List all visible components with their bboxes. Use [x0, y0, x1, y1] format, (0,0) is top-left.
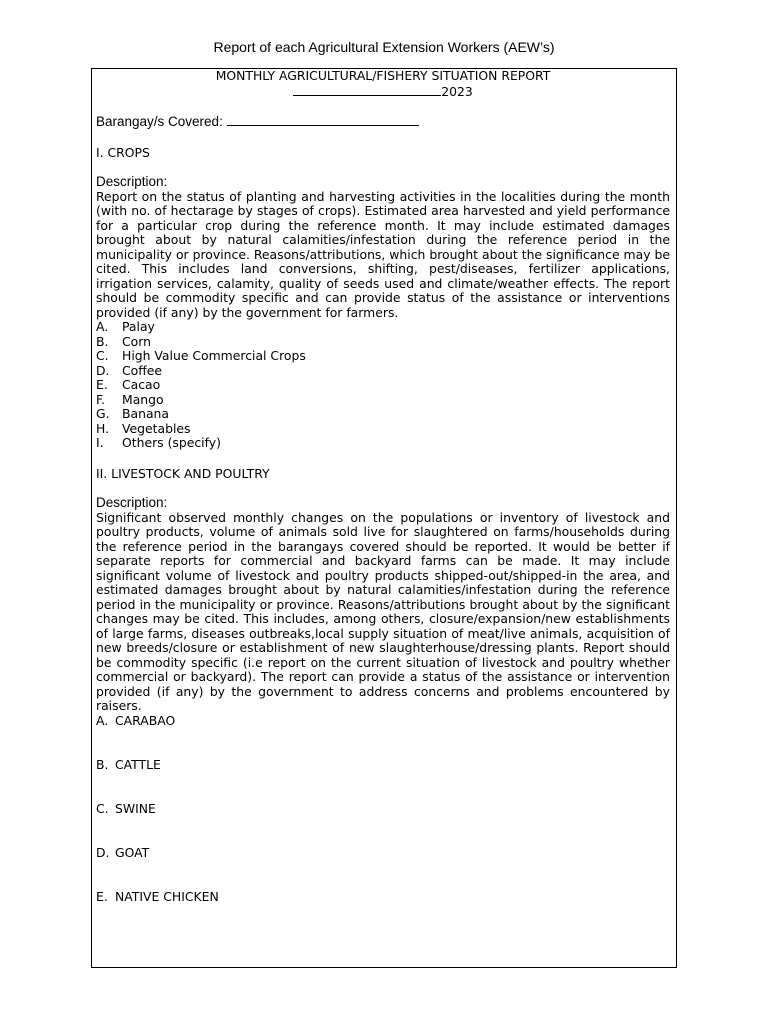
- list-marker: B.: [96, 756, 109, 772]
- report-year-line: [96, 84, 670, 100]
- list-marker: I.: [96, 435, 104, 450]
- list-item: [96, 802, 670, 846]
- list-marker: E.: [96, 377, 108, 392]
- list-item: [96, 890, 670, 934]
- livestock-item-label: NATIVE CHICKEN: [115, 888, 219, 904]
- barangay-blank: [227, 114, 419, 126]
- list-marker: H.: [96, 420, 110, 436]
- list-item: [96, 378, 670, 393]
- barangay-field: [96, 114, 670, 130]
- barangay-label: Barangay/s Covered:: [96, 114, 223, 129]
- livestock-heading: II. LIVESTOCK AND POULTRY: [96, 465, 270, 481]
- livestock-description: Significant observed monthly changes on the populations or inventory of livestock and poultry products, volume of animals sold live for slaughtered on farms/households during the reference period in the barangays covered should be reported. It would be better if separate reports for commercial and backyard farms can be made. It may include significant volume of livestock and poultry products shipped-out/shipped-in the area, and estimated damages brought about by natural calamities/infestation during the reference period in the municipality or province. Reasons/attributions brought about by the significant changes may be cited. This includes, among others, closure/expansion/new establishments of large farms, diseases outbreaks,local supply situation of meat/live animals, acquisition of new breeds/closure or establishment of new slaughterhouse/dressing plants. Report should be commodity specific (i.e report on the current situation of livestock and poultry whether commercial or backyard). The report can provide a status of the assistance or intervention provided (if any) by the government to address concerns and problems encountered by raisers.: [96, 509, 670, 713]
- list-marker: D.: [96, 362, 110, 378]
- livestock-item-label: CATTLE: [115, 756, 161, 772]
- list-marker: D.: [96, 844, 110, 860]
- livestock-item-label: SWINE: [115, 800, 156, 816]
- list-item: [96, 758, 670, 802]
- list-item: [96, 846, 670, 890]
- crops-list: [96, 320, 670, 451]
- crop-item-label: Corn: [122, 333, 151, 349]
- list-item: [96, 407, 670, 422]
- list-item: [96, 422, 670, 437]
- crop-item-label: High Value Commercial Crops: [122, 348, 306, 363]
- crop-item-label: Palay: [122, 319, 155, 334]
- crop-item-label: Others (specify): [122, 435, 221, 450]
- list-item: [96, 320, 670, 335]
- crops-heading: I. CROPS: [96, 144, 150, 160]
- livestock-list: [96, 714, 670, 934]
- list-marker: C.: [96, 348, 109, 363]
- list-marker: C.: [96, 800, 109, 816]
- list-marker: B.: [96, 333, 109, 349]
- livestock-description-label: Description:: [96, 495, 168, 510]
- list-item: [96, 335, 670, 350]
- list-item: [96, 349, 670, 364]
- report-title: MONTHLY AGRICULTURAL/FISHERY SITUATION REPORT: [215, 68, 551, 83]
- crop-item-label: Banana: [122, 406, 169, 421]
- list-marker: G.: [96, 406, 110, 421]
- livestock-item-label: GOAT: [115, 844, 150, 860]
- crop-item-label: Mango: [122, 391, 164, 407]
- crops-description: Report on the status of planting and harvesting activities in the localities during the month (with no. of hectarage by stages of crops). Estimated area harvested and yield performance for a particular crop during the reference month. It may include estimated damages brought about by natural calamities/infestation during the reference period in the municipality or province. Reasons/attributions, which brought about the significance may be cited. This includes land conversions, shifting, pest/diseases, fertilizer applications, irrigation services, calamity, quality of seeds used and climate/weather effects. The report should be commodity specific and can provide status of the assistance or interventions provided (if any) by the government for farmers.: [96, 188, 670, 320]
- list-marker: F.: [96, 391, 106, 407]
- livestock-item-label: CARABAO: [115, 712, 176, 728]
- list-marker: A.: [96, 319, 109, 334]
- page-header: Report of each Agricultural Extension Workers (AEW’s): [213, 39, 555, 55]
- month-blank: [293, 84, 441, 96]
- crop-item-label: Coffee: [122, 362, 163, 378]
- crops-description-label: Description:: [96, 174, 168, 189]
- list-marker: E.: [96, 888, 108, 904]
- report-content: [96, 69, 670, 934]
- list-item: [96, 364, 670, 379]
- list-item: [96, 436, 670, 451]
- crop-item-label: Vegetables: [122, 420, 191, 436]
- list-item: [96, 393, 670, 408]
- report-year: 2023: [441, 83, 473, 99]
- list-item: [96, 714, 670, 758]
- crop-item-label: Cacao: [122, 377, 161, 392]
- list-marker: A.: [96, 712, 109, 728]
